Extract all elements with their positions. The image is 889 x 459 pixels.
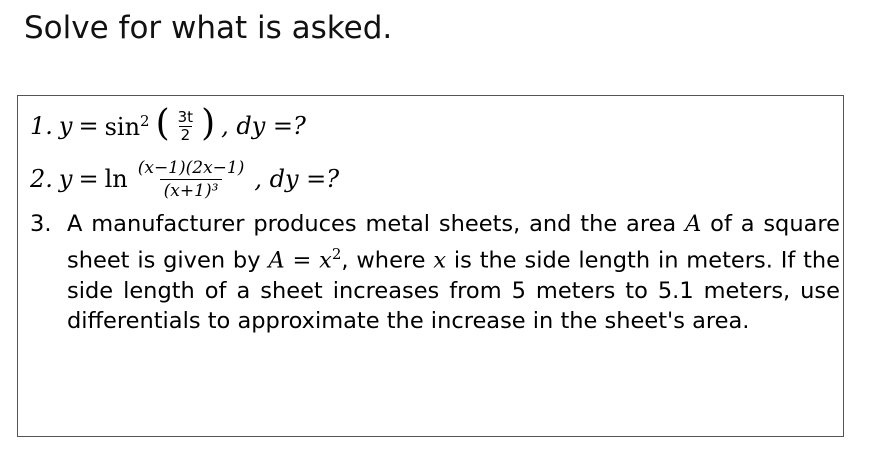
problem-3-number: 3. bbox=[30, 211, 52, 237]
problem-3-text-d: is the side length in meters. If the side length of a sheet increases from 5 meters to 5.1 meters, use differentials to approximate the increase in the sheet's area. bbox=[67, 247, 841, 334]
var-A: A bbox=[685, 211, 702, 237]
problem-2-equals: = bbox=[78, 165, 99, 193]
equals: = bbox=[292, 247, 312, 274]
problem-1 bbox=[30, 104, 306, 148]
problem-1-func: $\sin^2$ bbox=[104, 111, 150, 141]
left-paren: ( bbox=[155, 103, 170, 144]
problem-2-numerator: (x−1)(2x−1) bbox=[137, 157, 245, 178]
problem-1-equals: = bbox=[78, 112, 99, 140]
exponent: 2 bbox=[331, 245, 342, 263]
var-A-2: A bbox=[268, 247, 285, 274]
problem-1-number: 1. bbox=[30, 112, 53, 140]
problem-2-denominator: (x+1)³ bbox=[160, 179, 223, 202]
problem-3 bbox=[30, 209, 840, 336]
problem-2 bbox=[30, 151, 339, 207]
problem-2-fraction bbox=[134, 157, 249, 202]
problem-1-numerator: 3t bbox=[177, 107, 194, 126]
problems-box bbox=[17, 95, 844, 437]
problem-1-denominator: 2 bbox=[180, 125, 191, 144]
problem-3-text bbox=[67, 209, 840, 336]
problem-1-ask: , dy =? bbox=[221, 112, 306, 140]
var-x: x bbox=[319, 247, 332, 274]
problem-2-number: 2. bbox=[30, 165, 53, 193]
problem-3-text-a: A manufacturer produces metal sheets, and the area bbox=[67, 211, 677, 237]
problem-1-power: 2 bbox=[140, 111, 150, 130]
problem-1-lhs: y bbox=[58, 112, 73, 140]
problem-3-text-b: of a square sheet is given by bbox=[67, 211, 840, 274]
var-x-2: x bbox=[433, 247, 447, 274]
problem-2-func: ln bbox=[104, 165, 128, 193]
page-heading: Solve for what is asked. bbox=[24, 10, 393, 46]
right-paren: ) bbox=[201, 103, 216, 144]
problem-3-text-c: , where bbox=[341, 247, 426, 274]
problem-2-ask: , dy =? bbox=[254, 165, 340, 193]
problem-1-fraction bbox=[176, 109, 195, 144]
problem-2-lhs: y bbox=[58, 165, 73, 193]
